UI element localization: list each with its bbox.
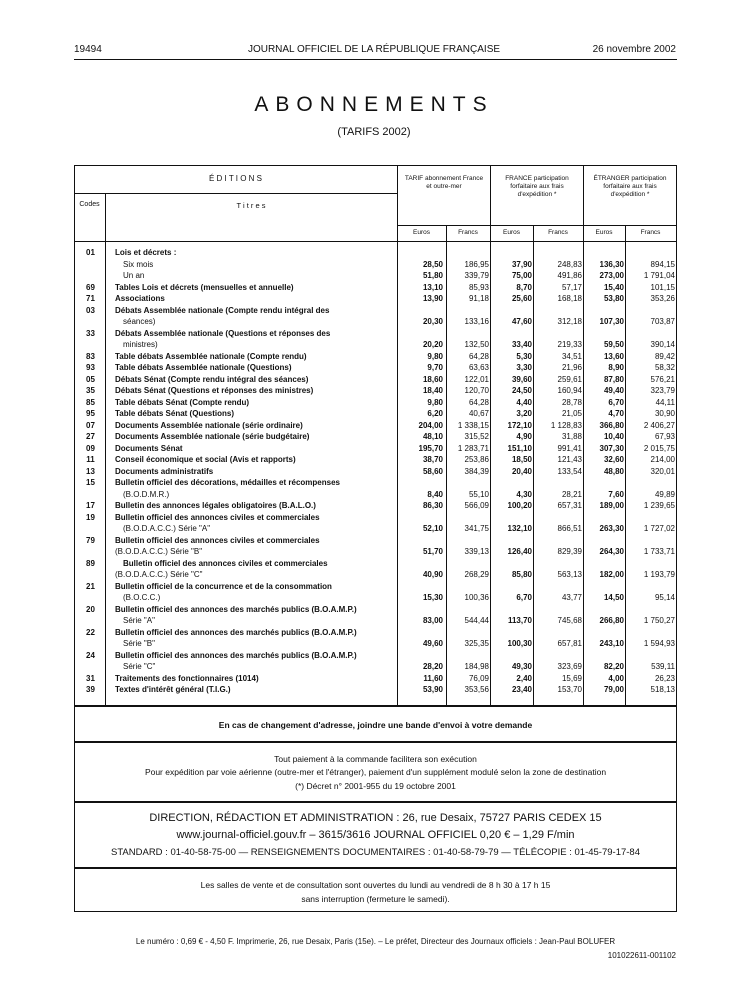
- row-value: 20,20: [422, 340, 443, 349]
- contact-phones: STANDARD : 01-40-58-75-00 — RENSEIGNEMENTS DOCUMENTAIRES : 01-40-58-79-79 — TÉLÉCOPIE : 01-45-79-17-84: [110, 847, 640, 858]
- row-code: 93: [86, 363, 95, 372]
- row-value: 829,39: [557, 547, 582, 556]
- row-title: Bulletin officiel des annonces des marchés publics (B.O.A.M.P.): [115, 604, 357, 614]
- row-title: Traitements des fonctionnaires (1014): [115, 673, 259, 683]
- row-code: 85: [86, 397, 95, 407]
- row-value: 53,80: [603, 294, 624, 303]
- tarif-heading: TARIF abonnement France et outre-mer: [404, 175, 484, 190]
- row-title: (B.O.C.C.): [123, 593, 161, 602]
- row-value: 40,90: [422, 570, 443, 579]
- row-code: 83: [86, 351, 95, 361]
- row-value: 339,79: [464, 271, 489, 280]
- row-value: 57,17: [561, 282, 582, 292]
- row-title: ministres): [123, 340, 158, 349]
- row-value: 325,35: [464, 639, 489, 648]
- row-title: Table débats Sénat (Questions): [115, 409, 234, 418]
- row-value: 315,52: [464, 432, 489, 441]
- row-title: Débats Sénat (Questions et réponses des ministres): [115, 386, 314, 395]
- row-value: 63,63: [468, 363, 489, 372]
- row-value: 59,50: [603, 340, 624, 349]
- contact-address: DIRECTION, RÉDACTION ET ADMINISTRATION : 26, rue Desaix, 75727 PARIS CEDEX 15: [149, 812, 602, 824]
- header-rule: [74, 59, 677, 60]
- row-value: 15,40: [603, 282, 624, 292]
- row-value: 20,40: [511, 466, 532, 476]
- row-title: Documents Assemblée nationale (série budgétaire): [115, 432, 310, 441]
- row-value: 491,86: [557, 271, 582, 280]
- row-value: 1 727,02: [643, 524, 675, 533]
- row-value: 58,60: [422, 466, 443, 476]
- row-code: 01: [86, 248, 95, 257]
- row-title: (B.O.D.A.C.C.) Série "A": [123, 524, 211, 533]
- row-value: 563,13: [557, 570, 582, 579]
- row-value: 3,30: [516, 363, 532, 372]
- row-value: 30,90: [654, 409, 675, 418]
- row-code: 05: [86, 374, 95, 384]
- row-title: Associations: [115, 294, 165, 303]
- contact-web: www.journal-officiel.gouv.fr – 3615/3616 JOURNAL OFFICIEL 0,20 € – 1,29 F/min: [176, 829, 575, 841]
- row-value: 14,50: [603, 593, 624, 602]
- row-value: 13,90: [422, 294, 443, 303]
- header-bottom-rule: [74, 241, 677, 242]
- row-value: 160,94: [557, 386, 582, 395]
- row-code: 79: [86, 535, 95, 545]
- imprint-line: Le numéro : 0,69 € - 4,50 F. Imprimerie, 26, rue Desaix, Paris (15e). – Le préfet, Directeur des Journaux officiels : Jean-Paul BOLUFER: [135, 937, 616, 946]
- row-value: 184,98: [464, 662, 489, 671]
- row-value: 6,20: [427, 409, 443, 418]
- row-code: 13: [86, 466, 95, 476]
- row-value: 539,11: [651, 662, 675, 671]
- row-value: 28,50: [422, 259, 443, 269]
- row-value: 9,80: [427, 397, 443, 407]
- row-value: 15,69: [561, 673, 582, 683]
- row-title: Lois et décrets :: [115, 248, 177, 257]
- row-value: 151,10: [507, 443, 532, 453]
- currency-label: Francs: [548, 229, 568, 236]
- row-value: 11,60: [423, 673, 443, 683]
- row-value: 3,20: [516, 409, 532, 418]
- row-value: 58,32: [654, 363, 675, 372]
- row-value: 1 594,93: [643, 639, 675, 648]
- row-value: 8,70: [516, 282, 532, 292]
- row-code: 07: [86, 420, 95, 430]
- row-code: 89: [86, 558, 95, 568]
- row-value: 13,60: [603, 351, 624, 361]
- row-value: 49,60: [422, 639, 443, 648]
- row-value: 20,30: [422, 317, 443, 326]
- france-heading: FRANCE participation forfaitaire aux frais d'expédition *: [505, 175, 569, 198]
- sales-line-2: sans interruption (fermeture le samedi).: [301, 894, 450, 904]
- row-value: 4,90: [516, 432, 532, 441]
- currency-label: Francs: [458, 229, 478, 236]
- row-code: 95: [86, 409, 95, 418]
- row-title: Série "A": [123, 616, 155, 625]
- row-value: 339,13: [464, 547, 489, 556]
- row-code: 17: [86, 501, 95, 510]
- row-value: 67,93: [654, 432, 675, 441]
- row-code: 19: [86, 512, 95, 522]
- row-value: 40,67: [468, 409, 489, 418]
- row-value: 1 733,71: [643, 547, 675, 556]
- row-value: 76,09: [468, 673, 489, 683]
- row-value: 100,36: [464, 593, 489, 602]
- row-code: 71: [86, 294, 95, 303]
- row-value: 186,95: [464, 259, 489, 269]
- row-value: 320,01: [650, 466, 675, 476]
- row-value: 51,70: [422, 547, 443, 556]
- row-value: 18,60: [422, 374, 443, 384]
- row-value: 23,40: [511, 685, 532, 694]
- row-value: 259,61: [557, 374, 582, 384]
- row-value: 34,51: [561, 351, 582, 361]
- sales-box: [74, 868, 677, 912]
- row-code: 03: [86, 305, 95, 315]
- row-value: 79,00: [603, 685, 624, 694]
- row-value: 204,00: [418, 420, 443, 430]
- row-value: 703,87: [650, 317, 675, 326]
- row-value: 9,70: [427, 363, 443, 372]
- row-value: 544,44: [464, 616, 489, 625]
- payment-line-2: Pour expédition par voie aérienne (outre-mer et l'étranger), paiement d'un supplément modulé selon la zone de destination: [144, 767, 607, 777]
- row-value: 253,86: [464, 455, 489, 464]
- row-title: Bulletin officiel des annonces civiles et commerciales: [123, 558, 328, 568]
- row-title: Débats Assemblée nationale (Questions et réponses des: [115, 328, 331, 338]
- page-title: ABONNEMENTS: [254, 93, 494, 116]
- row-code: 09: [86, 443, 95, 453]
- row-value: 1 128,83: [550, 420, 582, 430]
- row-value: 366,80: [599, 420, 624, 430]
- row-value: 8,90: [608, 363, 624, 372]
- row-value: 1 193,79: [643, 570, 675, 579]
- row-title: Bulletin officiel des annonces civiles et commerciales: [115, 535, 320, 545]
- row-value: 266,80: [599, 616, 624, 625]
- row-title: Tables Lois et décrets (mensuelles et annuelle): [115, 282, 294, 292]
- row-value: 273,00: [599, 271, 624, 280]
- row-title: (B.O.D.A.C.C.) Série "B": [115, 547, 203, 556]
- row-value: 323,79: [650, 386, 675, 395]
- row-value: 52,10: [422, 524, 443, 533]
- row-title: Bulletin officiel de la concurrence et de la consommation: [115, 581, 332, 591]
- row-value: 9,80: [427, 351, 443, 361]
- row-code: 11: [86, 455, 95, 464]
- row-value: 13,10: [422, 282, 443, 292]
- row-value: 6,70: [516, 593, 532, 602]
- row-code: 35: [86, 386, 95, 395]
- row-value: 172,10: [507, 420, 532, 430]
- row-value: 4,70: [608, 409, 624, 418]
- page-number: 19494: [74, 44, 102, 55]
- row-title: Documents Assemblée nationale (série ordinaire): [115, 420, 303, 430]
- row-code: 20: [86, 604, 95, 614]
- row-value: 28,21: [561, 489, 582, 499]
- row-value: 248,83: [557, 259, 582, 269]
- row-value: 1 750,27: [643, 616, 675, 625]
- sales-line-1: Les salles de vente et de consultation sont ouvertes du lundi au vendredi de 8 h 30 à 17 h 15: [200, 880, 551, 890]
- row-title: Bulletin officiel des décorations, médailles et récompenses: [115, 478, 340, 487]
- row-value: 341,75: [464, 524, 489, 533]
- row-code: 24: [86, 650, 95, 660]
- row-value: 353,26: [650, 294, 675, 303]
- row-value: 24,50: [511, 386, 532, 395]
- row-value: 101,15: [650, 282, 675, 292]
- row-value: 28,78: [561, 397, 582, 407]
- row-value: 214,00: [650, 455, 675, 464]
- row-value: 576,21: [650, 374, 675, 384]
- row-code: 33: [86, 328, 95, 338]
- row-value: 83,00: [422, 616, 443, 625]
- row-value: 120,70: [464, 386, 489, 395]
- row-value: 37,90: [511, 259, 532, 269]
- row-title: Bulletin officiel des annonces civiles et commerciales: [115, 512, 320, 522]
- row-value: 85,80: [511, 570, 532, 579]
- row-value: 25,60: [511, 294, 532, 303]
- row-value: 6,70: [608, 397, 624, 407]
- row-value: 21,05: [561, 409, 582, 418]
- row-value: 38,70: [422, 455, 443, 464]
- decree-note: (*) Décret n° 2001-955 du 19 octobre 2001: [295, 781, 456, 791]
- row-value: 33,40: [511, 340, 532, 349]
- row-value: 82,20: [603, 662, 624, 671]
- row-title: Débats Sénat (Compte rendu intégral des séances): [115, 374, 309, 384]
- payment-line-1: Tout paiement à la commande facilitera son exécution: [274, 754, 477, 764]
- row-title: Table débats Sénat (Compte rendu): [115, 397, 250, 407]
- row-value: 182,00: [599, 570, 624, 579]
- row-title: Documents Sénat: [115, 443, 183, 453]
- row-title: Bulletin des annonces légales obligatoires (B.A.L.O.): [115, 501, 316, 510]
- row-value: 5,30: [516, 351, 532, 361]
- currency-label: Euros: [413, 229, 430, 236]
- row-value: 189,00: [599, 501, 624, 510]
- row-value: 2 406,27: [643, 420, 675, 430]
- row-value: 18,50: [511, 455, 532, 464]
- row-value: 136,30: [599, 259, 624, 269]
- row-value: 7,60: [608, 489, 624, 499]
- row-value: 91,18: [468, 294, 489, 303]
- row-title: Textes d'intérêt général (T.I.G.): [115, 685, 231, 694]
- row-value: 64,28: [468, 351, 489, 361]
- row-value: 657,81: [557, 639, 582, 648]
- row-value: 566,09: [464, 501, 489, 510]
- currency-label: Francs: [640, 229, 661, 236]
- row-code: 39: [86, 685, 95, 694]
- row-value: 64,28: [468, 397, 489, 407]
- row-value: 10,40: [603, 432, 624, 441]
- row-value: 48,10: [422, 432, 443, 441]
- row-value: 894,15: [650, 259, 675, 269]
- etranger-heading: ÉTRANGER participation forfaitaire aux frais d'expédition *: [593, 175, 667, 198]
- row-code: 69: [86, 282, 95, 292]
- row-value: 100,20: [507, 501, 532, 510]
- row-value: 89,42: [654, 351, 675, 361]
- row-value: 4,40: [516, 397, 532, 407]
- row-value: 48,80: [603, 466, 624, 476]
- row-value: 2,40: [516, 673, 532, 683]
- row-value: 518,13: [650, 685, 675, 694]
- row-code: 31: [86, 673, 95, 683]
- row-title: Table débats Assemblée nationale (Compte rendu): [115, 351, 307, 361]
- row-value: 32,60: [603, 455, 624, 464]
- row-title: Conseil économique et social (Avis et rapports): [115, 455, 296, 464]
- row-value: 195,70: [418, 443, 443, 453]
- row-value: 390,14: [650, 340, 675, 349]
- row-value: 153,70: [557, 685, 582, 694]
- row-value: 18,40: [422, 386, 443, 395]
- issue-date: 26 novembre 2002: [592, 44, 676, 55]
- row-value: 47,60: [511, 317, 532, 326]
- currency-rule-top: [397, 225, 677, 226]
- row-value: 86,30: [422, 501, 443, 510]
- row-value: 122,01: [464, 374, 489, 384]
- editions-rule: [74, 193, 397, 194]
- row-value: 49,89: [654, 489, 675, 499]
- row-value: 87,80: [603, 374, 624, 384]
- row-value: 8,40: [427, 489, 443, 499]
- row-value: 745,68: [557, 616, 582, 625]
- row-value: 1 791,04: [643, 271, 675, 280]
- row-title: Documents administratifs: [115, 466, 214, 476]
- row-value: 49,40: [603, 386, 624, 395]
- row-title: Table débats Assemblée nationale (Questions): [115, 363, 292, 372]
- row-value: 866,51: [557, 524, 582, 533]
- row-title: Bulletin officiel des annonces des marchés publics (B.O.A.M.P.): [115, 650, 357, 660]
- row-value: 4,30: [516, 489, 532, 499]
- row-title: Débats Assemblée nationale (Compte rendu intégral des: [115, 305, 330, 315]
- row-value: 1 338,15: [457, 420, 489, 430]
- row-title: Série "B": [123, 639, 155, 648]
- row-value: 39,60: [511, 374, 532, 384]
- row-value: 307,30: [599, 443, 624, 453]
- row-value: 107,30: [599, 317, 624, 326]
- row-value: 53,90: [422, 685, 443, 694]
- row-value: 268,29: [464, 570, 489, 579]
- journal-name: JOURNAL OFFICIEL DE LA RÉPUBLIQUE FRANÇAISE: [247, 44, 501, 55]
- row-title: Six mois: [123, 259, 154, 269]
- row-value: 1 239,65: [643, 501, 675, 510]
- row-value: 2 015,75: [643, 443, 675, 453]
- row-title: Bulletin officiel des annonces des marchés publics (B.O.A.M.P.): [115, 627, 357, 637]
- row-title: séances): [123, 317, 156, 326]
- row-value: 353,56: [464, 685, 489, 694]
- row-title: (B.O.D.M.R.): [123, 489, 170, 499]
- address-notice: En cas de changement d'adresse, joindre une bande d'envoi à votre demande: [218, 720, 533, 730]
- row-value: 28,20: [422, 662, 443, 671]
- row-code: 22: [86, 627, 95, 637]
- row-value: 991,41: [557, 443, 582, 453]
- row-value: 95,14: [654, 593, 675, 602]
- row-value: 100,30: [507, 639, 532, 648]
- row-value: 26,23: [654, 673, 675, 683]
- row-title: Un an: [123, 271, 145, 280]
- row-value: 384,39: [464, 466, 489, 476]
- row-value: 133,54: [557, 466, 582, 476]
- page-subtitle: (TARIFS 2002): [337, 126, 411, 138]
- row-code: 15: [86, 478, 95, 487]
- currency-label: Euros: [503, 229, 520, 236]
- row-value: 51,80: [422, 271, 443, 280]
- row-value: 312,18: [557, 317, 582, 326]
- row-value: 219,33: [557, 340, 582, 349]
- row-value: 15,30: [422, 593, 443, 602]
- row-code: 21: [86, 581, 95, 591]
- row-title: Série "C": [123, 662, 156, 671]
- currency-label: Euros: [595, 229, 613, 236]
- row-code: 27: [86, 432, 95, 441]
- row-value: 85,93: [468, 282, 489, 292]
- row-value: 43,77: [561, 593, 582, 602]
- row-value: 323,69: [557, 662, 582, 671]
- row-value: 132,50: [464, 340, 489, 349]
- row-value: 243,10: [599, 639, 624, 648]
- reference-number: 101022611-001102: [607, 951, 676, 960]
- row-value: 263,30: [599, 524, 624, 533]
- row-value: 113,70: [507, 616, 532, 625]
- row-value: 31,88: [561, 432, 582, 441]
- row-value: 126,40: [507, 547, 532, 556]
- row-value: 21,96: [561, 363, 582, 372]
- row-value: 264,30: [599, 547, 624, 556]
- row-value: 132,10: [507, 524, 532, 533]
- row-title: (B.O.D.A.C.C.) Série "C": [115, 570, 203, 579]
- row-value: 168,18: [557, 294, 582, 303]
- row-value: 1 283,71: [457, 443, 489, 453]
- row-value: 657,31: [557, 501, 582, 510]
- titres-heading: T i t r e s: [236, 201, 266, 210]
- editions-heading: É D I T I O N S: [208, 174, 263, 183]
- codes-heading: Codes: [79, 201, 100, 208]
- row-value: 133,16: [464, 317, 489, 326]
- row-value: 75,00: [511, 271, 532, 280]
- row-value: 4,00: [608, 673, 624, 683]
- row-value: 55,10: [468, 489, 489, 499]
- row-value: 49,30: [511, 662, 532, 671]
- row-value: 121,43: [557, 455, 582, 464]
- row-value: 44,11: [655, 397, 675, 407]
